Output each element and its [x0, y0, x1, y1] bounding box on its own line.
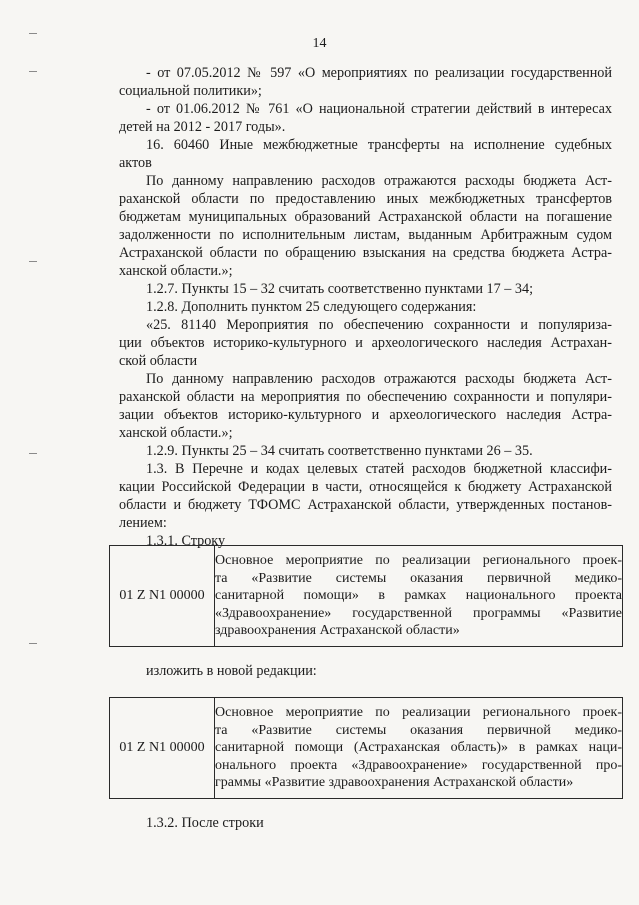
body-line: - от 07.05.2012 № 597 «О мероприятиях по реализации государственной — [146, 65, 612, 81]
binding-mark — [29, 453, 37, 454]
description-cell — [215, 698, 623, 799]
description-cell — [215, 546, 623, 647]
body-line: 1.2.8. Дополнить пунктом 25 следующего содержания: — [146, 299, 477, 315]
body-line: области и бюджету ТФОМС Астраханской области, утвержденных постанов- — [119, 497, 612, 513]
description-line: та «Развитие системы оказания первичной медико- — [215, 570, 622, 586]
body-line: изложить в новой редакции: — [146, 663, 317, 679]
body-line: По данному направлению расходов отражаются расходы бюджета Аст- — [146, 173, 612, 189]
description-line: онального проекта «Здравоохранение» государственной про- — [215, 757, 622, 773]
body-line: 1.2.9. Пункты 25 – 34 считать соответственно пунктами 26 – 35. — [146, 443, 533, 459]
binding-mark — [29, 71, 37, 72]
body-line: 16. 60460 Иные межбюджетные трансферты на исполнение судебных — [146, 137, 612, 153]
body-line: Астраханской области по обращению взыскания на средства бюджета Астра- — [119, 245, 612, 261]
body-line: раханской области на мероприятия по обеспечению сохранности и популяри- — [119, 389, 612, 405]
description-line: Основное мероприятие по реализации регионального проек- — [215, 553, 622, 569]
page-number: 14 — [312, 36, 327, 51]
body-line: ханской области.»; — [119, 263, 233, 279]
body-line: задолженности по исполнительным листам, выданным Арбитражным судом — [119, 227, 612, 243]
description-line: граммы «Развитие здравоохранения Астраханской области» — [215, 775, 574, 791]
body-line: зации объектов историко-культурного и археологического наследия Астра- — [119, 407, 612, 423]
body-line: ской области — [119, 353, 198, 369]
body-line: 1.2.7. Пункты 15 – 32 считать соответственно пунктами 17 – 34; — [146, 281, 534, 297]
body-line: ции объектов историко-культурного и археологического наследия Астрахан- — [119, 335, 612, 351]
body-line: актов — [119, 155, 152, 171]
body-line: - от 01.06.2012 № 761 «О национальной стратегии действий в интересах — [146, 101, 612, 117]
body-line: 1.3.1. Строку — [146, 533, 226, 549]
body-line: По данному направлению расходов отражаются расходы бюджета Аст- — [146, 371, 612, 387]
body-line: социальной политики»; — [119, 83, 262, 99]
body-line: лением: — [119, 515, 167, 531]
table-row — [110, 546, 623, 647]
body-line: детей на 2012 - 2017 годы». — [119, 119, 286, 135]
body-line: ханской области.»; — [119, 425, 233, 441]
body-line: бюджетам муниципальных образований Астраханской области на погашение — [119, 209, 612, 225]
description-line: санитарной помощи» в рамках национального проекта — [215, 588, 622, 604]
body-line: раханской области по предоставлению иных межбюджетных трансфертов — [119, 191, 612, 207]
description-line: санитарной помощи (Астраханская область)» в рамках наци- — [215, 740, 622, 756]
binding-mark — [29, 643, 37, 644]
description-line: «Здравоохранение» государственной программы «Развитие — [215, 605, 622, 621]
description-line: та «Развитие системы оказания первичной медико- — [215, 722, 622, 738]
body-line: «25. 81140 Мероприятия по обеспечению сохранности и популяриза- — [146, 317, 612, 333]
code-cell: 01 Z N1 00000 — [110, 698, 215, 799]
binding-mark — [29, 33, 37, 34]
description-line: здравоохранения Астраханской области» — [215, 623, 460, 639]
binding-mark — [29, 261, 37, 262]
body-line: 1.3. В Перечне и кодах целевых статей расходов бюджетной классифи- — [146, 461, 612, 477]
table-row — [110, 698, 623, 799]
old-row-table — [109, 545, 623, 647]
new-row-table — [109, 697, 623, 799]
body-line: 1.3.2. После строки — [146, 815, 264, 831]
code-cell: 01 Z N1 00000 — [110, 546, 215, 647]
description-line: Основное мероприятие по реализации регионального проек- — [215, 705, 622, 721]
body-line: кации Российской Федерации в части, относящейся к бюджету Астраханской — [119, 479, 612, 495]
